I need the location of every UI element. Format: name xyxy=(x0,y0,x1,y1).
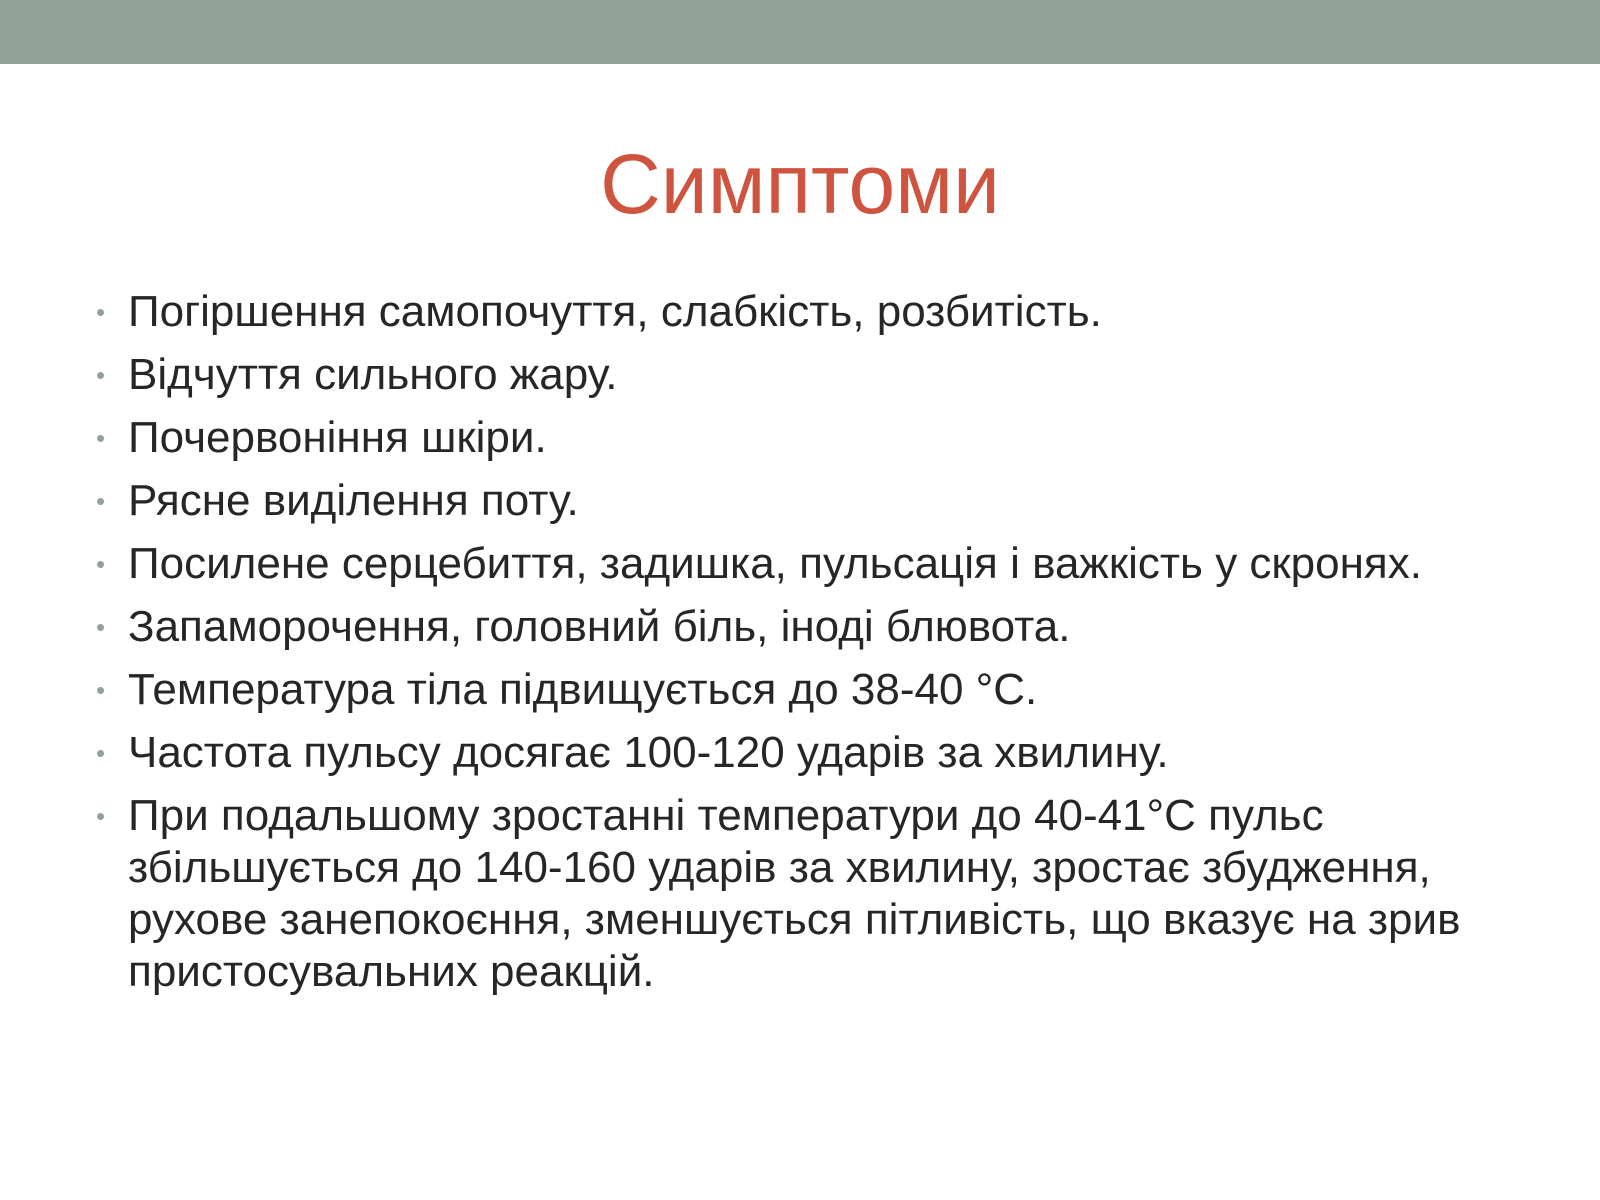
list-item xyxy=(96,286,1496,338)
list-item xyxy=(96,412,1496,464)
bullet-icon: • xyxy=(96,801,106,831)
list-item-text: Погіршення самопочуття, слабкість, розбитість. xyxy=(128,287,1102,336)
list-item xyxy=(96,538,1496,590)
list-item xyxy=(96,790,1496,998)
list-item xyxy=(96,601,1496,653)
slide-title: Симптоми xyxy=(600,137,1000,231)
list-item-text: Температура тіла підвищується до 38-40 °С. xyxy=(128,665,1038,714)
bullet-icon: • xyxy=(96,738,106,768)
list-item-text: При подальшому зростанні температури до 40-41°С пульс збільшується до 140-160 ударів за хвилину, зростає збудження, рухове занепокоєння, зменшується пітливість, що вказує на зрив пристосувальних реакцій. xyxy=(128,791,1461,996)
list-item-text: Частота пульсу досягає 100-120 ударів за хвилину. xyxy=(128,728,1169,777)
bullet-icon: • xyxy=(96,675,106,705)
bullet-icon: • xyxy=(96,423,106,453)
list-item xyxy=(96,664,1496,716)
symptom-list xyxy=(96,286,1496,1009)
bullet-icon: • xyxy=(96,486,106,516)
list-item xyxy=(96,727,1496,779)
bullet-icon: • xyxy=(96,360,106,390)
list-item-text: Почервоніння шкіри. xyxy=(128,413,547,462)
list-item-text: Посилене серцебиття, задишка, пульсація і важкість у скронях. xyxy=(128,539,1422,588)
bullet-icon: • xyxy=(96,549,106,579)
bullet-icon: • xyxy=(96,612,106,642)
list-item xyxy=(96,349,1496,401)
list-item-text: Запаморочення, головний біль, іноді блювота. xyxy=(128,602,1071,651)
top-decorative-band xyxy=(0,0,1600,64)
list-item xyxy=(96,475,1496,527)
list-item-text: Відчуття сильного жару. xyxy=(128,350,618,399)
bullet-icon: • xyxy=(96,297,106,327)
list-item-text: Рясне виділення поту. xyxy=(128,476,579,525)
